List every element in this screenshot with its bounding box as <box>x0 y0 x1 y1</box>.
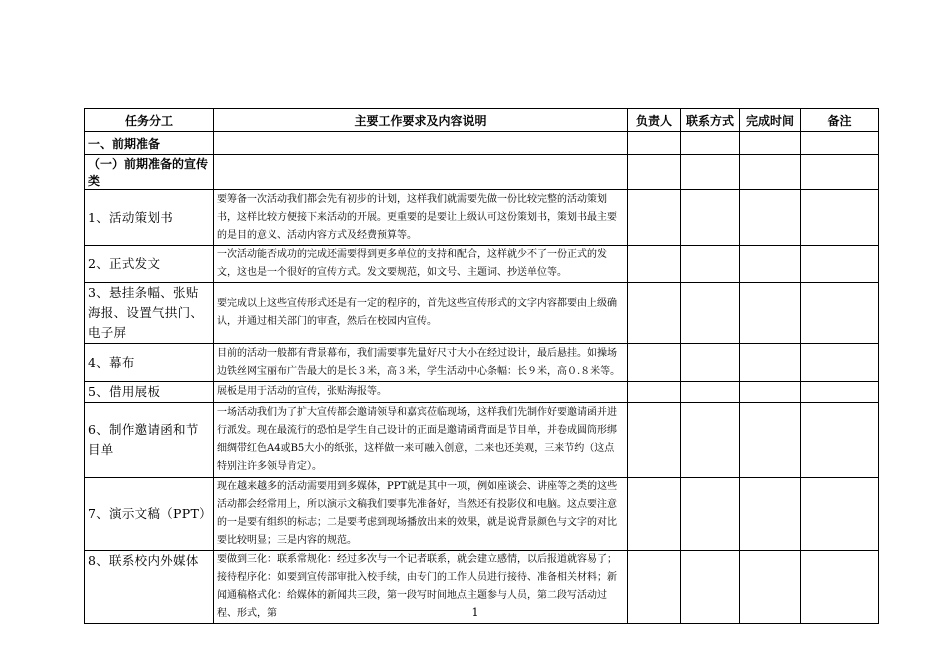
subsection-title: （一）前期准备的宣传类 <box>85 155 214 190</box>
task-description: 要筹备一次活动我们都会先有初步的计划，这样我们就需要先做一份比较完整的活动策划书，这样比较方便接下来活动的开展。更重要的是要让上级认可这份策划书，策划书最主要的是目的意义、活动内容方式及经费预算等。 <box>214 190 628 246</box>
owner-cell <box>628 246 681 283</box>
empty-cell <box>801 132 879 155</box>
task-name: 4、幕布 <box>85 344 214 382</box>
task-name: 8、联系校内外媒体 <box>85 551 214 624</box>
section-row <box>85 132 879 155</box>
notes-cell <box>801 478 879 551</box>
header-task: 任务分工 <box>85 109 214 132</box>
task-name: 1、活动策划书 <box>85 190 214 246</box>
deadline-cell <box>740 283 801 344</box>
deadline-cell <box>740 478 801 551</box>
header-contact: 联系方式 <box>681 109 740 132</box>
task-description: 展板是用于活动的宣传，张贴海报等。 <box>214 382 628 403</box>
task-name: 3、悬挂条幅、张贴海报、设置气拱门、电子屏 <box>85 283 214 344</box>
owner-cell <box>628 283 681 344</box>
table-row <box>85 190 879 246</box>
table-row <box>85 246 879 283</box>
empty-cell <box>681 155 740 190</box>
contact-cell <box>681 190 740 246</box>
task-description: 现在越来越多的活动需要用到多媒体，PPT就是其中一项，例如座谈会、讲座等之类的这些活动都会经常用上，所以演示文稿我们要事先准备好，当然还有投影仪和电脑。这点要注意的一是要有组织的标志；二是要考虑到现场播放出来的效果，就是说背景颜色与文字的对比要比较明显；三是内容的规范。 <box>214 478 628 551</box>
empty-cell <box>214 155 628 190</box>
notes-cell <box>801 344 879 382</box>
table-row <box>85 478 879 551</box>
task-name: 5、借用展板 <box>85 382 214 403</box>
task-name: 2、正式发文 <box>85 246 214 283</box>
contact-cell <box>681 403 740 478</box>
empty-cell <box>628 132 681 155</box>
notes-cell <box>801 246 879 283</box>
subsection-row <box>85 155 879 190</box>
notes-cell <box>801 382 879 403</box>
task-description: 要完成以上这些宣传形式还是有一定的程序的，首先这些宣传形式的文字内容都要由上级确认，并通过相关部门的审查，然后在校园内宣传。 <box>214 283 628 344</box>
empty-cell <box>628 155 681 190</box>
owner-cell <box>628 403 681 478</box>
empty-cell <box>801 155 879 190</box>
empty-cell <box>740 132 801 155</box>
owner-cell <box>628 478 681 551</box>
contact-cell <box>681 283 740 344</box>
notes-cell <box>801 190 879 246</box>
page-number: 1 <box>471 606 479 619</box>
task-description: 一次活动能否成功的完成还需要得到更多单位的支持和配合，这样就少不了一份正式的发文，这也是一个很好的宣传方式。发文要规范，如文号、主题词、抄送单位等。 <box>214 246 628 283</box>
task-table <box>84 108 879 624</box>
empty-cell <box>681 132 740 155</box>
owner-cell <box>628 344 681 382</box>
section-title: 一、前期准备 <box>85 132 214 155</box>
owner-cell <box>628 382 681 403</box>
task-description: 一场活动我们为了扩大宣传都会邀请领导和嘉宾莅临现场，这样我们先制作好要邀请函并进行派发。现在最流行的恐怕是学生自己设计的正面是邀请函背面是节目单，并卷成圆筒形绑细绸带红色A4或B5大小的纸张，这样做一来可融入创意，二来也还美观，三来节约（这点特别注许多领导肯定）。 <box>214 403 628 478</box>
table-row <box>85 382 879 403</box>
empty-cell <box>214 132 628 155</box>
deadline-cell <box>740 403 801 478</box>
contact-cell <box>681 344 740 382</box>
deadline-cell <box>740 382 801 403</box>
owner-cell <box>628 190 681 246</box>
table-row <box>85 283 879 344</box>
table-row <box>85 403 879 478</box>
header-owner: 负责人 <box>628 109 681 132</box>
contact-cell <box>681 246 740 283</box>
contact-cell <box>681 478 740 551</box>
notes-cell <box>801 283 879 344</box>
task-description: 要做到三化：联系常规化：经过多次与一个记者联系，就会建立感情，以后报道就容易了；接待程序化：如要到宣传部审批入校手续，由专门的工作人员进行接待、准备相关材料；新闻通稿格式化：给媒体的新闻共三段，第一段写时间地点主题参与人员，第二段写活动过程、形式，第 <box>214 551 628 624</box>
deadline-cell <box>740 190 801 246</box>
empty-cell <box>740 155 801 190</box>
notes-cell <box>801 403 879 478</box>
contact-cell <box>681 382 740 403</box>
header-requirements: 主要工作要求及内容说明 <box>214 109 628 132</box>
deadline-cell <box>740 344 801 382</box>
deadline-cell <box>740 246 801 283</box>
header-notes: 备注 <box>801 109 879 132</box>
table-row <box>85 344 879 382</box>
task-name: 6、制作邀请函和节目单 <box>85 403 214 478</box>
task-name: 7、演示文稿（PPT） <box>85 478 214 551</box>
task-description: 目前的活动一般都有背景幕布，我们需要事先量好尺寸大小在经过设计，最后悬挂。如操场边铁丝网宝丽布广告最大的是长３米，高３米，学生活动中心条幅：长９米，高０.８米等。 <box>214 344 628 382</box>
header-deadline: 完成时间 <box>740 109 801 132</box>
table-header-row <box>85 109 879 132</box>
